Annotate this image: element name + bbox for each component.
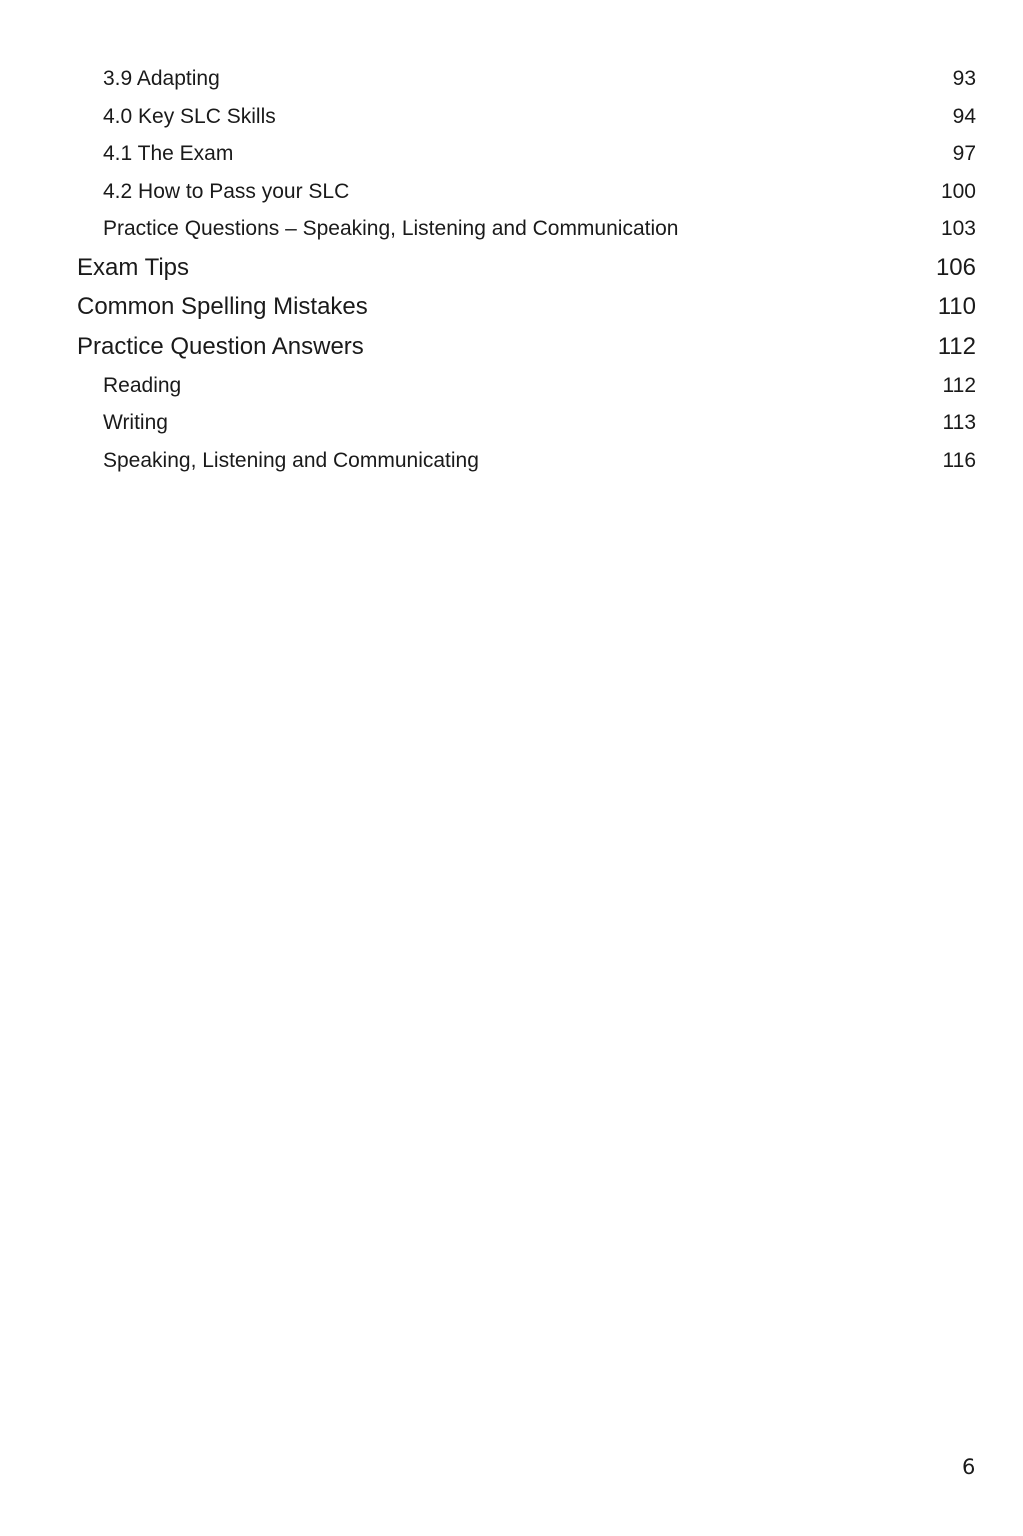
toc-entry-title: Writing: [103, 411, 168, 435]
toc-entry-page: 93: [952, 67, 976, 90]
toc-section-title: Exam Tips: [77, 253, 190, 281]
toc-section-title: Practice Question Answers: [77, 332, 364, 360]
toc-section-title: Common Spelling Mistakes: [77, 293, 368, 321]
toc-entry-title: Practice Questions – Speaking, Listening and Communication: [103, 217, 679, 240]
toc-entry[interactable]: [0, 404, 1023, 442]
toc-section-entry[interactable]: [0, 248, 1023, 288]
toc-section-page: 110: [937, 293, 976, 321]
page-number: 6: [962, 1455, 976, 1479]
toc-section-entry[interactable]: [0, 327, 1023, 367]
table-of-contents: [0, 60, 1023, 479]
toc-entry-page: 100: [940, 179, 976, 203]
toc-entry[interactable]: [0, 60, 1023, 98]
toc-entry-title: 4.2 How to Pass your SLC: [103, 179, 350, 203]
toc-entry-page: 94: [952, 104, 976, 128]
toc-section-entry[interactable]: [0, 287, 1023, 327]
toc-section-page: 112: [937, 332, 976, 360]
toc-entry-title: Reading: [103, 373, 182, 397]
toc-entry-title: 4.0 Key SLC Skills: [103, 104, 276, 128]
toc-entry-title: Speaking, Listening and Communicating: [103, 448, 479, 472]
toc-entry[interactable]: [0, 442, 1023, 480]
toc-entry-title: 3.9 Adapting: [103, 67, 220, 90]
toc-entry-page: 103: [940, 217, 976, 240]
toc-entry-page: 97: [952, 142, 976, 165]
toc-entry-page: 116: [942, 448, 976, 472]
toc-entry[interactable]: [0, 210, 1023, 248]
toc-entry[interactable]: [0, 98, 1023, 136]
toc-entry[interactable]: [0, 135, 1023, 173]
toc-entry[interactable]: [0, 367, 1023, 405]
toc-entry[interactable]: [0, 173, 1023, 211]
toc-entry-title: 4.1 The Exam: [103, 142, 234, 165]
toc-section-page: 106: [935, 253, 976, 281]
toc-entry-page: 112: [942, 373, 976, 397]
toc-entry-page: 113: [942, 411, 976, 435]
